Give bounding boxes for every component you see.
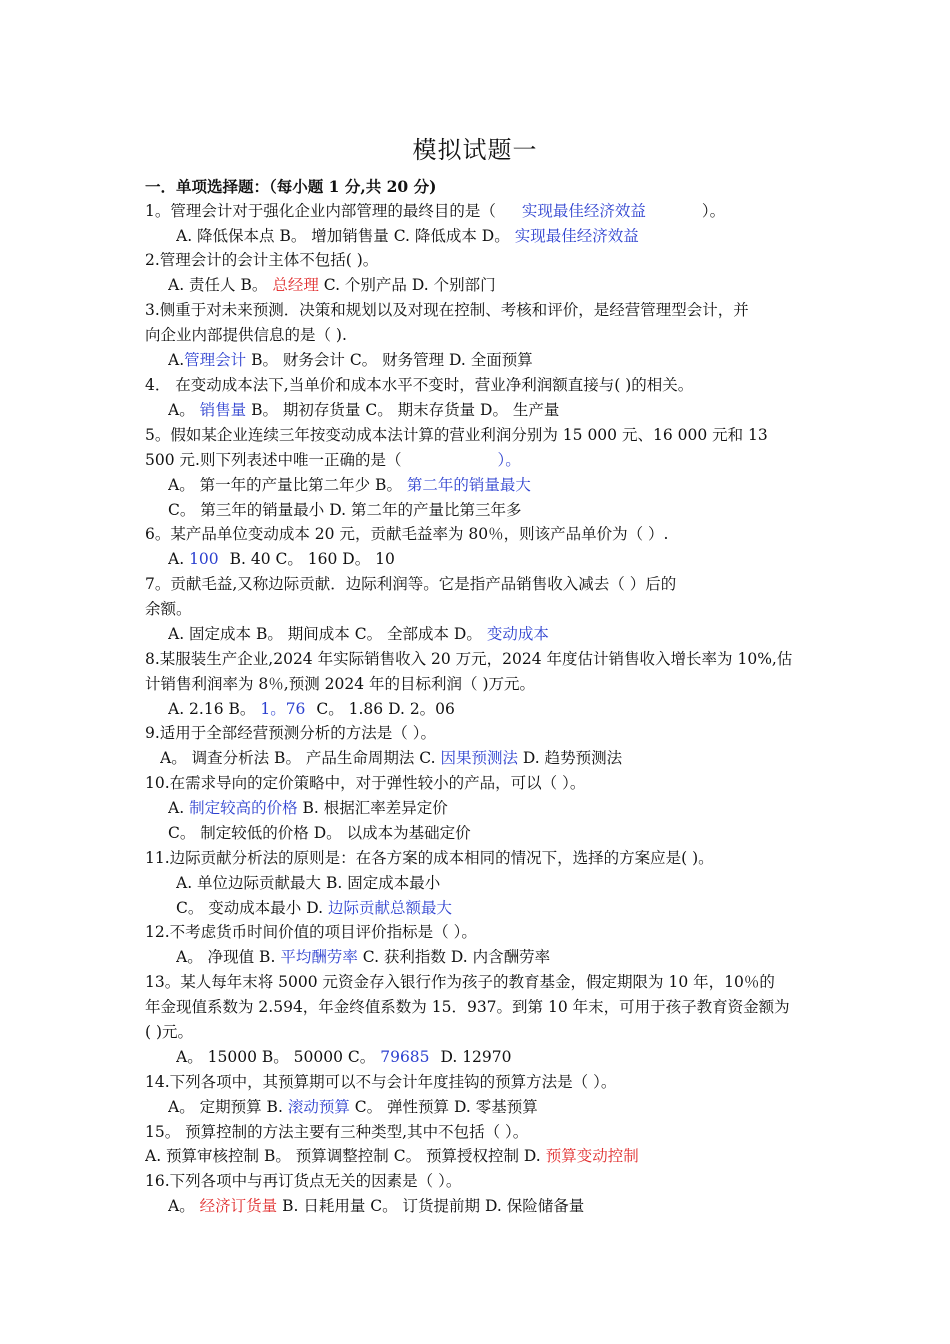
question-8-option-a: A. 2.16 B。 xyxy=(168,700,256,718)
question-7-answer: 变动成本 xyxy=(486,625,549,643)
question-7-options-text: A. 固定成本 B。 期间成本 C。 全部成本 D。 xyxy=(168,625,482,643)
question-7-options xyxy=(168,622,833,646)
question-1-options-answer: 实现最佳经济效益 xyxy=(514,227,639,245)
section-heading: 一．单项选择题：（每小题 1 分,共 20 分) xyxy=(145,177,437,196)
question-7-line-1: 7。贡献毛益,又称边际贡献．边际利润等。它是指产品销售收入减去（ ）后的 xyxy=(145,575,677,593)
question-5-options-1 xyxy=(168,473,833,497)
question-6: 6。某产品单位变动成本 20 元，贡献毛益率为 80％，则该产品单价为（ ）. xyxy=(145,525,669,543)
question-13-answer: 79685 xyxy=(380,1048,430,1066)
question-3-line-2: 向企业内部提供信息的是（ ). xyxy=(145,326,347,344)
question-6-options xyxy=(168,547,833,571)
question-12: 12.不考虑货币时间价值的项目评价指标是（ ）。 xyxy=(145,923,477,941)
question-3-option-a: A. xyxy=(168,351,185,369)
question-16-options-rest: B. 日耗用量 C。 订货提前期 D. 保险储备量 xyxy=(282,1197,585,1215)
question-14: 14.下列各项中，其预算期可以不与会计年度挂钩的预算方法是（ ）。 xyxy=(145,1073,617,1091)
question-10-option-a: A. xyxy=(168,799,185,817)
question-9-options-rest: D. 趋势预测法 xyxy=(522,749,623,767)
question-10: 10.在需求导向的定价策略中，对于弹性较小的产品，可以（ ）。 xyxy=(145,774,586,792)
question-5-answer: 第二年的销量最大 xyxy=(406,476,531,494)
question-9-options xyxy=(160,746,825,770)
question-14-options xyxy=(168,1095,833,1119)
question-3-line-1: 3.侧重于对未来预测．决策和规划以及对现在控制、考核和评价，是经营管理型会计，并 xyxy=(145,301,749,319)
question-8-line-2: 计销售利润率为 8％,预测 2024 年的目标利润（ )万元。 xyxy=(145,675,535,693)
question-13-options xyxy=(176,1045,841,1069)
question-2-options-rest: C. 个别产品 D. 个别部门 xyxy=(323,276,496,294)
question-12-options-rest: C. 获利指数 D. 内含酬劳率 xyxy=(362,948,551,966)
question-11: 11.边际贡献分析法的原则是：在各方案的成本相同的情况下，选择的方案应是( )。 xyxy=(145,849,714,867)
question-2-answer: 总经理 xyxy=(272,276,319,294)
question-2-options xyxy=(168,273,833,297)
question-7-line-2: 余额。 xyxy=(145,600,192,618)
question-2-option-a: A. 责任人 B。 xyxy=(168,276,268,294)
question-4-option-a: A。 xyxy=(168,401,195,419)
question-4-options-rest: B。 期初存货量 C。 期末存货量 D。 生产量 xyxy=(251,401,560,419)
question-9: 9.适用于全部经营预测分析的方法是（ ）。 xyxy=(145,724,436,742)
question-14-options-rest: C。 弹性预算 D. 零基预算 xyxy=(354,1098,538,1116)
question-14-option-a: A。 定期预算 B. xyxy=(168,1098,283,1116)
question-5-line-2-text: 500 元.则下列表述中唯一正确的是（ xyxy=(145,451,402,469)
question-16-options xyxy=(168,1194,833,1218)
question-5-line-2 xyxy=(145,448,810,472)
question-12-options xyxy=(176,945,841,969)
question-15-options-text: A. 预算审核控制 B。 预算调整控制 C。 预算授权控制 D. xyxy=(145,1147,541,1165)
question-13-line-3: ( )元。 xyxy=(145,1023,194,1041)
question-2: 2.管理会计的会计主体不包括( )。 xyxy=(145,251,379,269)
question-16-option-a: A。 xyxy=(168,1197,195,1215)
question-8-answer: 1。76 xyxy=(260,700,306,718)
question-5-options-1-text: A。 第一年的产量比第二年少 B。 xyxy=(168,476,402,494)
question-1-text: 1。管理会计对于强化企业内部管理的最终目的是（ xyxy=(145,202,496,220)
question-10-answer: 制定较高的价格 xyxy=(189,799,298,817)
question-10-options-2: C。 制定较低的价格 D。 以成本为基础定价 xyxy=(168,824,471,842)
question-14-answer: 滚动预算 xyxy=(287,1098,350,1116)
question-11-options-2 xyxy=(176,896,841,920)
question-13-options-rest: D. 12970 xyxy=(440,1048,512,1066)
question-1-options-text: A. 降低保本点 B。 增加销售量 C. 降低成本 D。 xyxy=(176,227,510,245)
question-5-options-2: C。 第三年的销量最小 D. 第二年的产量比第三年多 xyxy=(168,501,522,519)
question-4: 4． 在变动成本法下,当单价和成本水平不变时，营业净利润额直接与( )的相关。 xyxy=(145,376,694,394)
question-5-line-1: 5。假如某企业连续三年按变动成本法计算的营业利润分别为 15 000 元、16 000 元和 13 xyxy=(145,426,768,444)
question-15-answer: 预算变动控制 xyxy=(545,1147,639,1165)
question-11-options-2-text: C。 变动成本最小 D. xyxy=(176,899,324,917)
question-4-answer: 销售量 xyxy=(199,401,247,419)
question-13-option-a: A。 15000 B。 50000 C。 xyxy=(176,1048,376,1066)
question-1-end: ）。 xyxy=(701,202,726,220)
question-1-answer: 实现最佳经济效益 xyxy=(521,202,646,220)
question-9-options-text: A。 调查分析法 B。 产品生命周期法 C. xyxy=(160,749,436,767)
question-3-options-rest: B。 财务会计 C。 财务管理 D. 全面预算 xyxy=(251,351,533,369)
question-5-line-2-end: ）。 xyxy=(497,451,521,469)
question-13-line-1: 13。某人每年末将 5000 元资金存入银行作为孩子的教育基金，假定期限为 10 年，10％的 xyxy=(145,973,775,991)
question-1 xyxy=(145,199,810,223)
question-16: 16.下列各项中与再订货点无关的因素是（ ）。 xyxy=(145,1172,462,1190)
question-6-options-rest: B. 40 C。 160 D。 10 xyxy=(229,550,395,568)
page-title: 模拟试题一 xyxy=(412,136,538,164)
question-11-options-1: A. 单位边际贡献最大 B. 固定成本最小 xyxy=(176,874,441,892)
question-8-options-rest: C。 1.86 D. 2。06 xyxy=(316,700,455,718)
question-3-answer: 管理会计 xyxy=(184,351,247,369)
question-4-options xyxy=(168,398,833,422)
question-13-line-2: 年金现值系数为 2.594，年金终值系数为 15．937。到第 10 年末，可用于孩子教育资金额为 xyxy=(145,998,790,1016)
question-6-answer: 100 xyxy=(189,550,219,568)
question-11-answer: 边际贡献总额最大 xyxy=(327,899,452,917)
question-1-options xyxy=(176,224,841,248)
question-15-options xyxy=(145,1144,810,1168)
question-3-options xyxy=(168,348,833,372)
question-9-answer: 因果预测法 xyxy=(440,749,518,767)
question-12-option-a: A。 净现值 B. xyxy=(176,948,276,966)
question-12-answer: 平均酬劳率 xyxy=(280,948,358,966)
question-16-answer: 经济订货量 xyxy=(199,1197,278,1215)
question-6-option-a: A. xyxy=(168,550,185,568)
question-15: 15。 预算控制的方法主要有三种类型,其中不包括（ ）。 xyxy=(145,1123,529,1141)
question-8-line-1: 8.某服装生产企业,2024 年实际销售收入 20 万元，2024 年度估计销售收入增长率为 10%,估 xyxy=(145,650,793,668)
question-8-options xyxy=(168,697,833,721)
question-10-options-rest: B. 根据汇率差异定价 xyxy=(302,799,448,817)
question-10-options-1 xyxy=(168,796,833,820)
